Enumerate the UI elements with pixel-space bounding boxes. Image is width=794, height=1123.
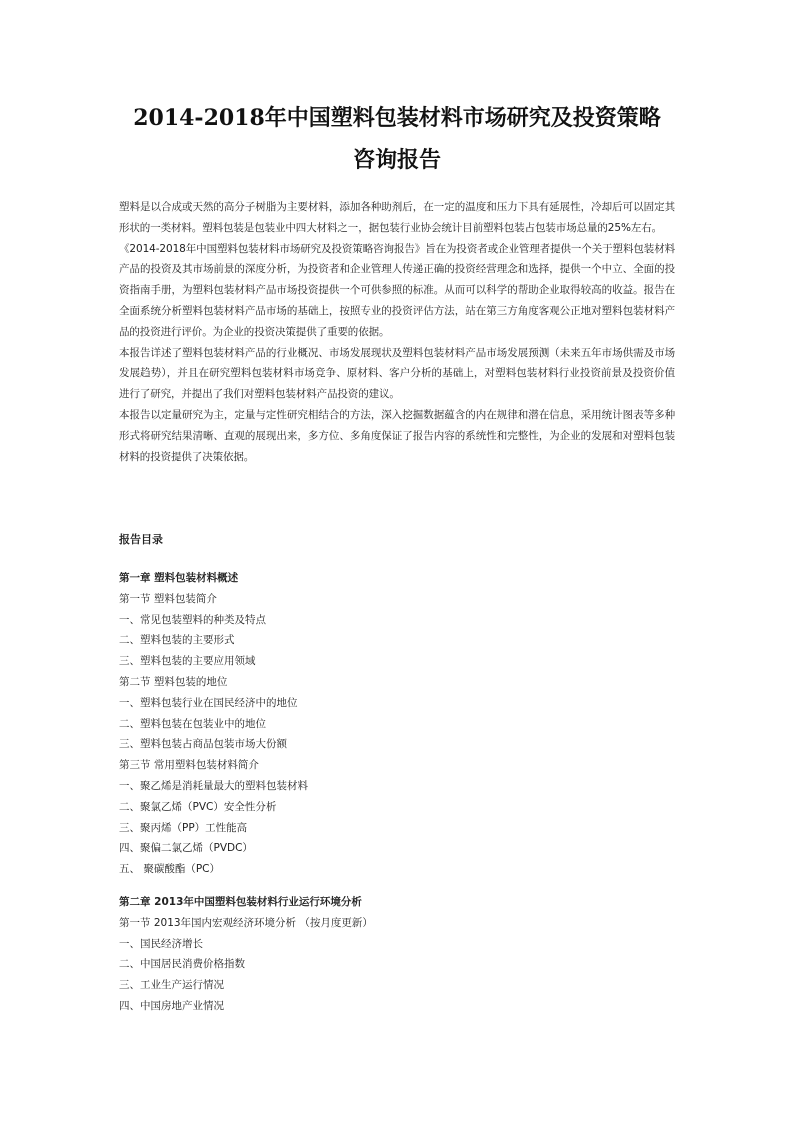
toc-heading: 报告目录 xyxy=(119,533,163,546)
toc-item: 三、工业生产运行情况 xyxy=(119,979,224,992)
intro-paragraph-4: 本报告以定量研究为主，定量与定性研究相结合的方法，深入挖掘数据蕴含的内在规律和潜在信息，采用统计图表等多种形式将研究结果清晰、直观的展现出来，多方位、多角度保证了报告内容的系统性和完整性，为企业的发展和对塑料包装材料的投资提供了决策依据。 xyxy=(119,408,675,463)
toc-section: 第一节 2013年国内宏观经济环境分析 （按月度更新） xyxy=(119,916,373,929)
toc-item: 二、塑料包装的主要形式 xyxy=(119,634,235,647)
toc-item: 一、常见包装塑料的种类及特点 xyxy=(119,613,266,626)
toc-section: 第二节 塑料包装的地位 xyxy=(119,675,228,688)
toc-item: 二、聚氯乙烯（PVC）安全性分析 xyxy=(119,800,277,813)
toc-item: 四、聚偏二氯乙烯（PVDC） xyxy=(119,842,253,855)
report-title-line-2: 咨询报告 xyxy=(352,147,441,173)
intro-paragraph-1: 塑料是以合成或天然的高分子树脂为主要材料，添加各种助剂后，在一定的温度和压力下具有延展性，冷却后可以固定其形状的一类材料。塑料包装是包装业中四大材料之一，据包装行业协会统计目前塑料包装占包装市场总量的25%左右。 xyxy=(119,201,675,234)
toc-item: 一、国民经济增长 xyxy=(119,937,203,950)
toc-item: 五、 聚碳酸酯（PC） xyxy=(119,863,221,876)
intro-section xyxy=(119,197,675,467)
toc-item: 三、塑料包装的主要应用领域 xyxy=(119,655,256,668)
table-of-contents xyxy=(119,568,675,1017)
toc-item: 一、塑料包装行业在国民经济中的地位 xyxy=(119,696,298,709)
toc-item: 二、中国居民消费价格指数 xyxy=(119,958,245,971)
toc-item: 三、塑料包装占商品包装市场大份额 xyxy=(119,738,287,751)
toc-chapter-spacer xyxy=(119,880,675,892)
intro-paragraph-2: 《2014-2018年中国塑料包装材料市场研究及投资策略咨询报告》旨在为投资者或企业管理者提供一个关于塑料包装材料产品的投资及其市场前景的深度分析，为投资者和企业管理人传递正确的投资经营理念和选择，提供一个中立、全面的投资指南手册，为塑料包装材料产品市场投资提供一个可供参照的标准。从而可以科学的帮助企业取得较高的收益。报告在全面系统分析塑料包装材料产品市场的基础上，按照专业的投资评估方法，站在第三方角度客观公正地对塑料包装材料产品的投资进行评价。为企业的投资决策提供了重要的依据。 xyxy=(119,242,675,338)
toc-item: 四、中国房地产业情况 xyxy=(119,999,224,1012)
toc-section: 第三节 常用塑料包装材料简介 xyxy=(119,759,259,772)
toc-chapter-1: 第一章 塑料包装材料概述 xyxy=(119,572,239,584)
toc-chapter-2: 第二章 2013年中国塑料包装材料行业运行环境分析 xyxy=(119,895,362,908)
toc-item: 二、塑料包装在包装业中的地位 xyxy=(119,717,266,730)
toc-section: 第一节 塑料包装简介 xyxy=(119,592,217,605)
toc-item: 一、聚乙烯是消耗量最大的塑料包装材料 xyxy=(119,779,308,792)
intro-paragraph-3: 本报告详述了塑料包装材料产品的行业概况、市场发展现状及塑料包装材料产品市场发展预测（未来五年市场供需及市场发展趋势），并且在研究塑料包装材料市场竞争、原材料、客户分析的基础上，对塑料包装材料行业投资前景及投资价值进行了研究，并提出了我们对塑料包装材料产品投资的建议。 xyxy=(119,346,675,401)
report-title-line-1: 2014-2018年中国塑料包装材料市场研究及投资策略 xyxy=(133,105,661,131)
toc-item: 三、聚丙烯（PP）工性能高 xyxy=(119,821,248,834)
